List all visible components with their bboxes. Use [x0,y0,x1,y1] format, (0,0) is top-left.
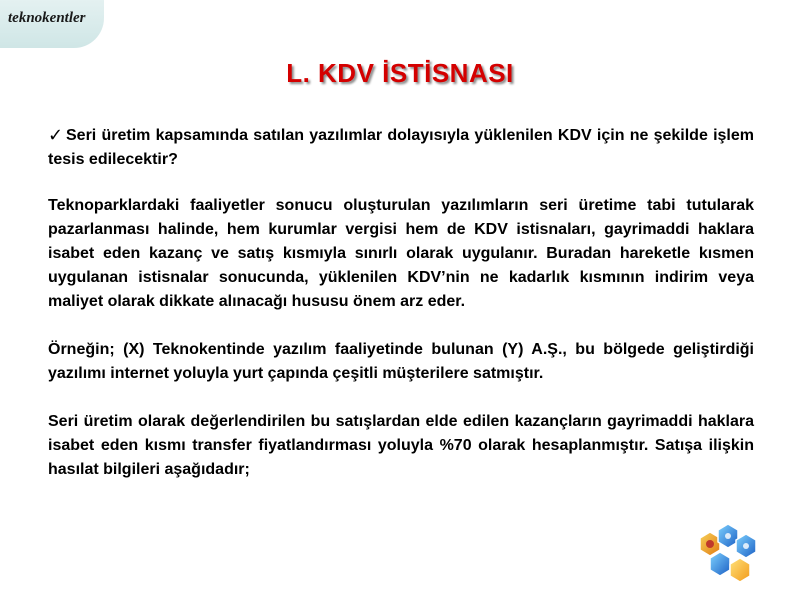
body-paragraph-1: Teknoparklardaki faaliyetler sonucu oluşturulan yazılımların seri üretime tabi tutularak pazarlanması halinde, hem kurumlar vergisi hem de KDV istisnaları, gayrimaddi haklara isabet eden kazanç ve satış kısmıyla sınırlı olarak uygulanır. Buradan hareketle kısmen uygulanan istisnalar sonucunda, yüklenilen KDV’nin ne kadarlık kısmının indirim veya maliyet olarak dikkate alınacağı hususu önem arz eder. [48,197,754,310]
question-paragraph [48,124,754,172]
question-text: Seri üretim kapsamında satılan yazılımlar dolayısıyla yüklenilen KDV için ne şekilde işlem tesis edilecektir? [48,127,754,168]
brand-logo-text: teknokentler [8,10,86,26]
logo-tab [0,0,104,48]
body-paragraph-3: Seri üretim olarak değerlendirilen bu satışlardan elde edilen kazançların gayrimaddi haklara isabet eden kısmı transfer fiyatlandırması yoluyla %70 olarak hesaplanmıştır. Satışa ilişkin hasılat bilgileri aşağıdadır; [48,413,754,478]
hexagon-emblem-icon [690,518,770,588]
body-paragraph-2: Örneğin; (X) Teknokentinde yazılım faaliyetinde bulunan (Y) A.Ş., bu bölgede geliştirdiği yazılımı internet yoluyla yurt çapında çeşitli müşterilere satmıştır. [48,341,754,382]
checkmark-icon: ✓ [48,125,64,145]
slide-body [48,124,754,482]
slide-title: L. KDV İSTİSNASI [286,58,514,88]
